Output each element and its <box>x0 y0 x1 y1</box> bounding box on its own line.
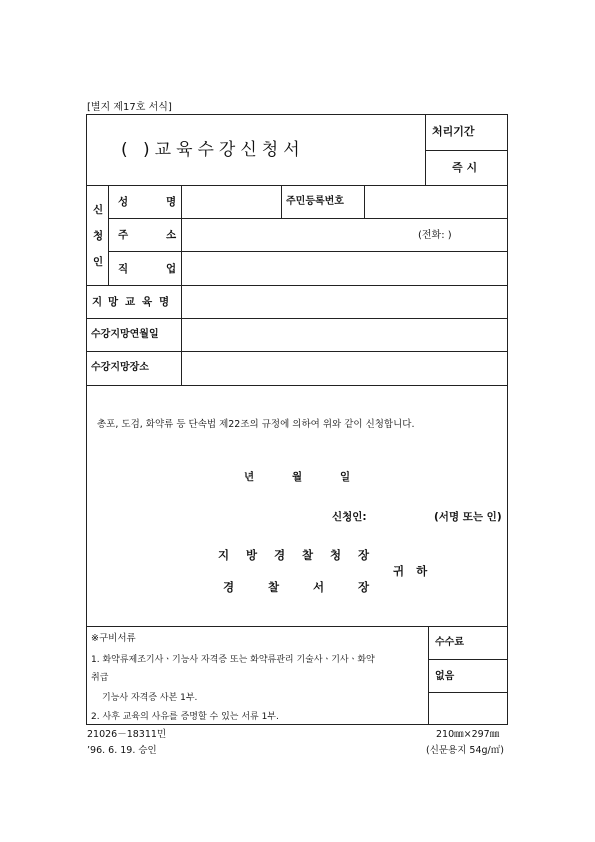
fee-label: 수수료 <box>435 637 464 648</box>
job-label-1: 직 <box>118 263 129 275</box>
edu-label-4: 육 <box>142 296 153 308</box>
recipient-1-char-3: 경 <box>274 548 286 562</box>
signature-field[interactable] <box>372 506 430 524</box>
desired-date-label: 수강지망연월일 <box>91 329 159 340</box>
sign-or-seal-hint: (서명 또는 인) <box>434 511 502 523</box>
edu-label-2: 망 <box>108 296 119 308</box>
processing-period-label: 처리기간 <box>432 125 475 138</box>
applicant-signer-label: 신청인: <box>332 511 367 523</box>
desired-date-field[interactable] <box>183 320 506 349</box>
documents-item-1-line-2: 취급 <box>91 673 109 683</box>
rrn-field[interactable] <box>366 187 506 216</box>
job-field[interactable] <box>183 253 506 283</box>
recipient-1-char-6: 장 <box>358 548 370 562</box>
footer-approval-date: ’96. 6. 19. 승인 <box>87 745 157 756</box>
address-field[interactable] <box>183 220 413 249</box>
recipient-honorific: 귀 하 <box>393 564 428 578</box>
recipient-1-char-1: 지 <box>218 548 230 562</box>
edu-label-5: 명 <box>159 296 170 308</box>
fee-value: 없음 <box>435 671 455 682</box>
date-month: 월 <box>292 471 303 483</box>
address-label-2: 소 <box>166 229 177 241</box>
form-title: ( )교육수강신청서 <box>121 140 305 160</box>
recipient-2-char-4: 장 <box>358 580 370 594</box>
recipient-2-char-1: 경 <box>223 580 235 594</box>
date-day: 일 <box>340 471 351 483</box>
application-statement: 총포, 도검, 화약류 등 단속법 제22조의 규정에 의하여 위와 같이 신청합니다. <box>97 419 415 430</box>
rrn-label: 주민등록번호 <box>286 196 344 207</box>
documents-item-1-line-1: 1. 화약류제조기사ㆍ기능사 자격증 또는 화약류관리 기술사ㆍ기사ㆍ화약 <box>91 655 375 665</box>
recipient-2-char-2: 찰 <box>268 580 280 594</box>
applicant-section-char-3: 인 <box>93 256 104 268</box>
name-label-1: 성 <box>118 196 129 208</box>
footer-paper-type: (신문용지 54g/㎡) <box>426 745 504 756</box>
recipient-1-char-4: 찰 <box>302 548 314 562</box>
footer-paper-size: 210㎜×297㎜ <box>436 729 500 740</box>
recipient-1-char-2: 방 <box>246 548 258 562</box>
job-label-2: 업 <box>166 263 177 275</box>
address-label-1: 주 <box>118 229 129 241</box>
desired-place-label: 수강지망장소 <box>91 362 149 373</box>
name-field[interactable] <box>183 187 279 216</box>
form-number-label: [별지 제17호 서식] <box>87 102 172 113</box>
processing-period-value: 즉 시 <box>452 161 478 174</box>
edu-label-1: 지 <box>92 296 103 308</box>
name-label-2: 명 <box>166 196 177 208</box>
edu-label-3: 교 <box>125 296 136 308</box>
date-year: 년 <box>244 471 255 483</box>
documents-item-2: 2. 사후 교육의 사유를 증명할 수 있는 서류 1부. <box>91 712 279 722</box>
recipient-2-char-3: 서 <box>313 580 325 594</box>
applicant-section-char-1: 신 <box>93 204 104 216</box>
phone-hint: (전화: ) <box>418 230 452 241</box>
documents-header: ※구비서류 <box>91 633 136 644</box>
footer-form-code: 21026－18311민 <box>87 729 167 740</box>
desired-education-field[interactable] <box>183 287 506 316</box>
applicant-section-char-2: 청 <box>93 230 104 242</box>
documents-item-1-line-3: 기능사 자격증 사본 1부. <box>102 693 198 703</box>
recipient-1-char-5: 청 <box>330 548 342 562</box>
desired-place-field[interactable] <box>183 353 506 383</box>
